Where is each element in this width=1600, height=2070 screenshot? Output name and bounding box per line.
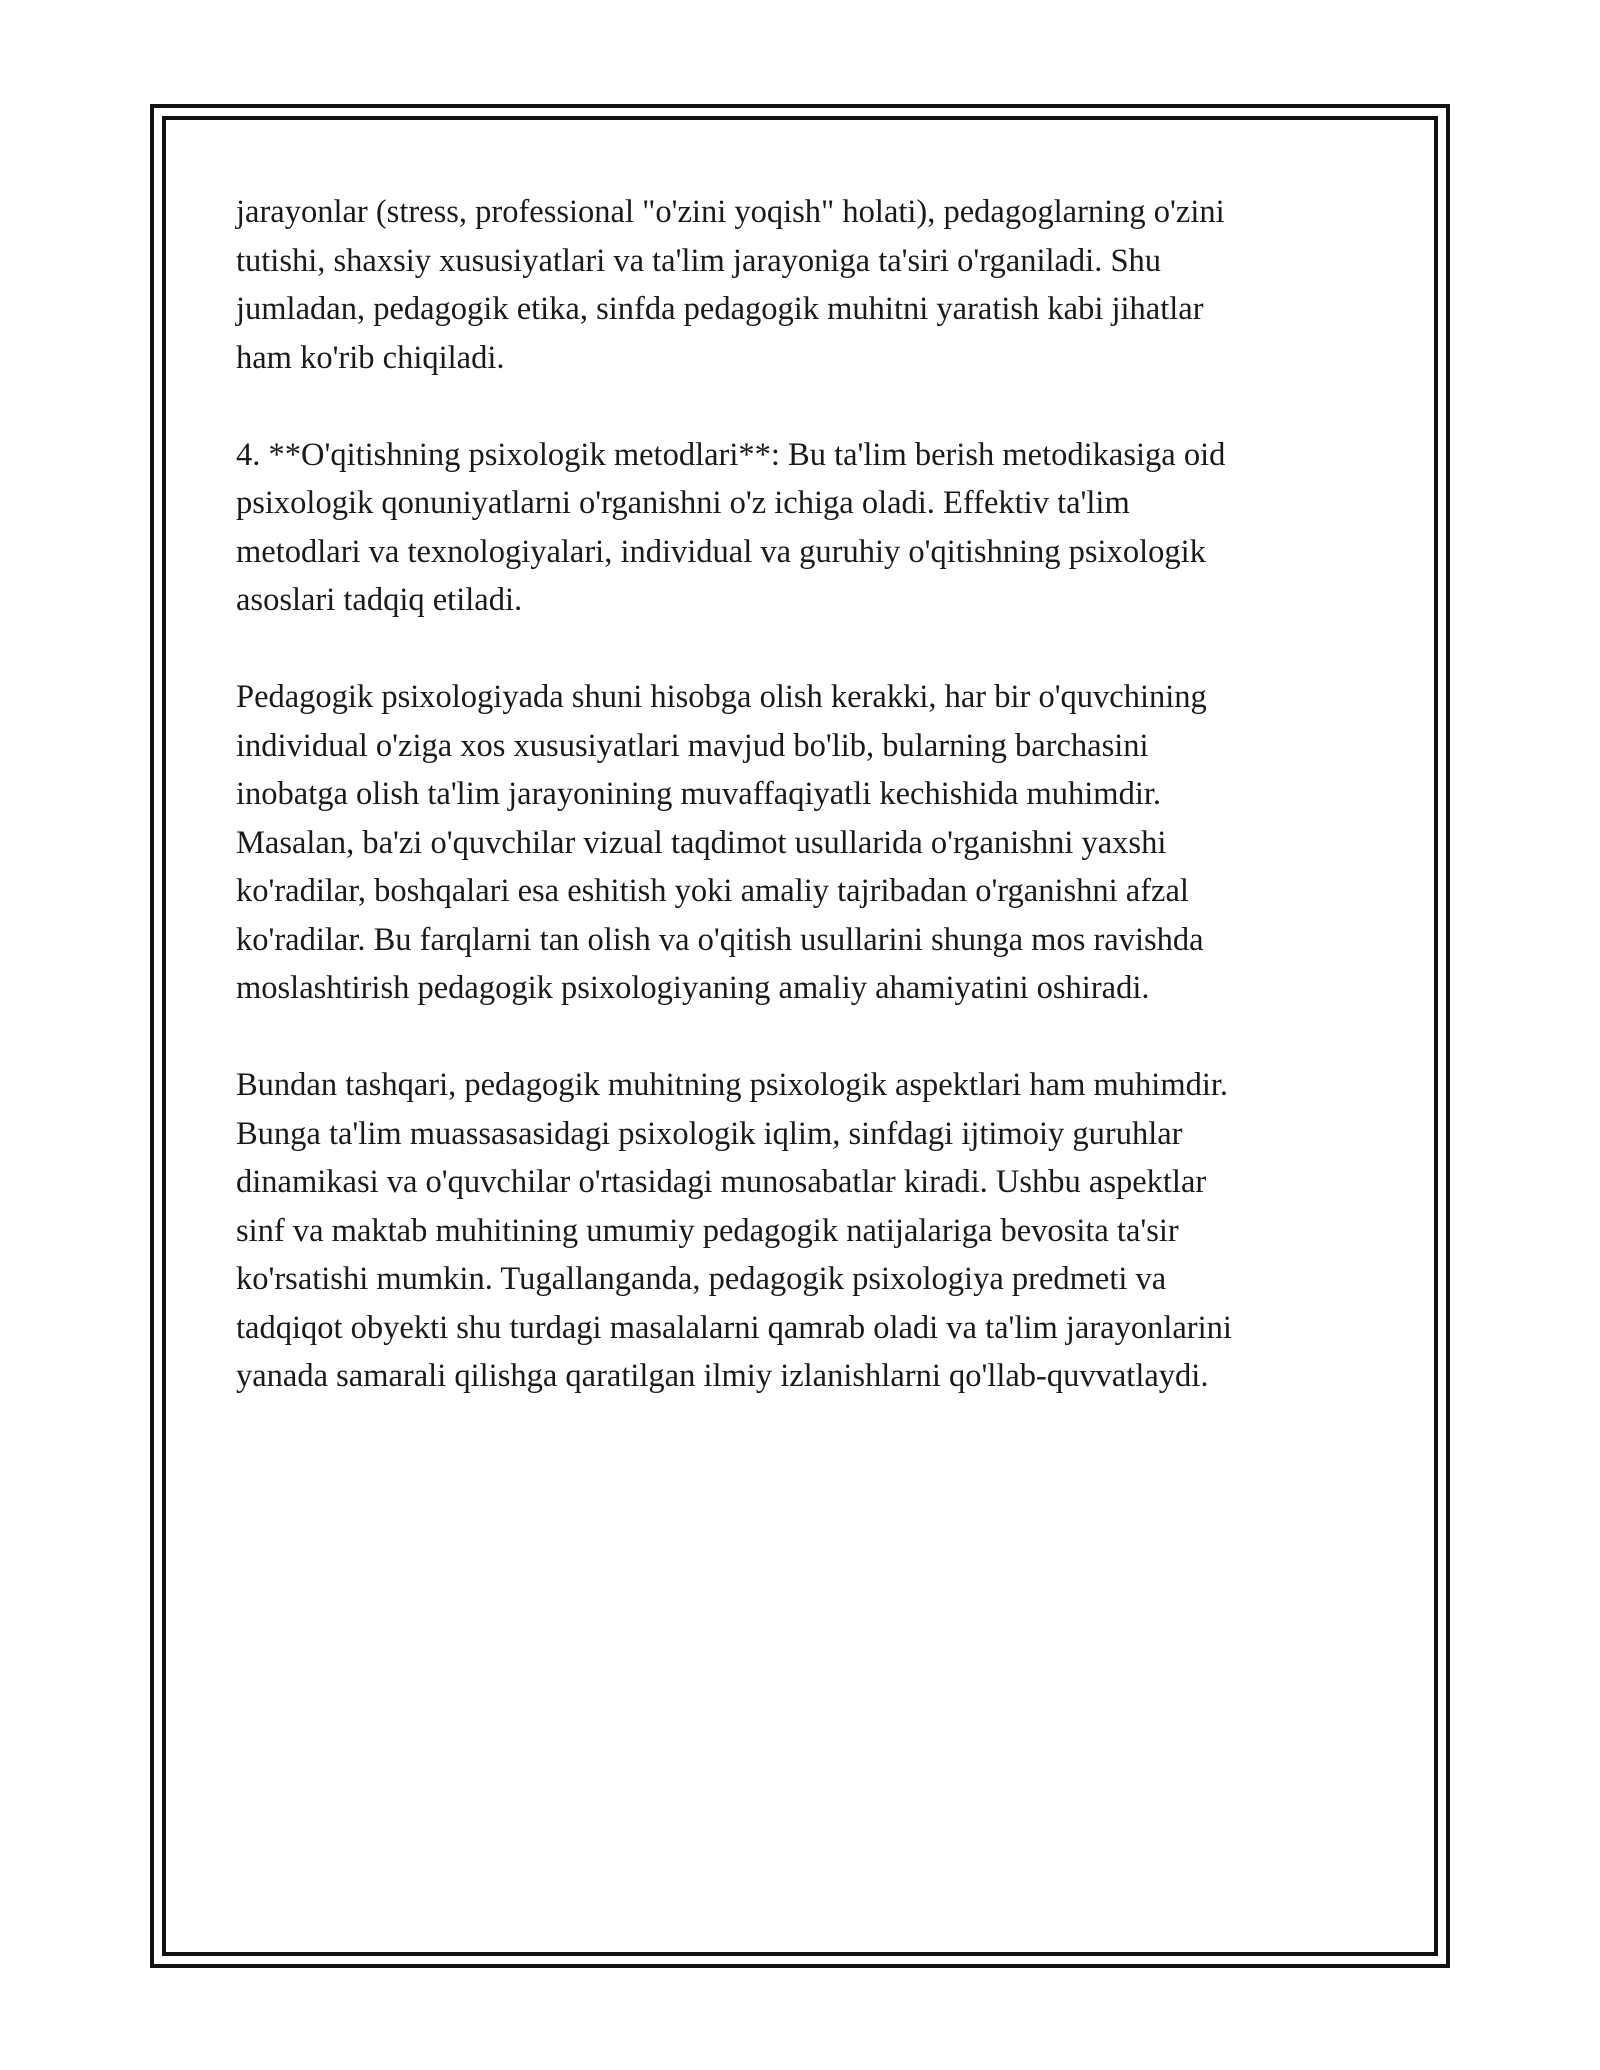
paragraph-continuation: jarayonlar (stress, professional "o'zini yoqish" holati), pedagoglarning o'zini tutishi, shaxsiy xususiyatlari va ta'lim jarayoniga ta'siri o'rganiladi. Shu jumladan, pedagogik etika, sinfda pedagogik muhitni yaratish kabi jihatlar ham ko'rib chiqiladi. bbox=[236, 194, 1225, 376]
document-body bbox=[236, 188, 1366, 1449]
paragraph-pedagogical-environment: Bundan tashqari, pedagogik muhitning psixologik aspektlari ham muhimdir. Bunga ta'lim muassasasidagi psixologik iqlim, sinfdagi ijtimoiy guruhlar dinamikasi va o'quvchilar o'rtasidagi munosabatlar kiradi. Ushbu aspektlar sinf va maktab muhitining umumiy pedagogik natijalariga bevosita ta'sir ko'rsatishi mumkin. Tugallanganda, pedagogik psixologiya predmeti va tadqiqot obyekti shu turdagi masalalarni qamrab oladi va ta'lim jarayonlarini yanada samarali qilishga qaratilgan ilmiy izlanishlarni qo'llab-quvvatlaydi. bbox=[236, 1067, 1232, 1394]
paragraph-individual-differences: Pedagogik psixologiyada shuni hisobga olish kerakki, har bir o'quvchining individual o'ziga xos xususiyatlari mavjud bo'lib, bularning barchasini inobatga olish ta'lim jarayonining muvaffaqiyatli kechishida muhimdir. Masalan, ba'zi o'quvchilar vizual taqdimot usullarida o'rganishni yaxshi ko'radilar, boshqalari esa eshitish yoki amaliy tajribadan o'rganishni afzal ko'radilar. Bu farqlarni tan olish va o'qitish usullarini shunga mos ravishda moslashtirish pedagogik psixologiyaning amaliy ahamiyatini oshiradi. bbox=[236, 679, 1207, 1006]
paragraph-teaching-methods: 4. **O'qitishning psixologik metodlari**: Bu ta'lim berish metodikasiga oid psixologik qonuniyatlarni o'rganishni o'z ichiga oladi. Effektiv ta'lim metodlari va texnologiyalari, individual va guruhiy o'qitishning psixologik asoslari tadqiq etiladi. bbox=[236, 436, 1226, 618]
